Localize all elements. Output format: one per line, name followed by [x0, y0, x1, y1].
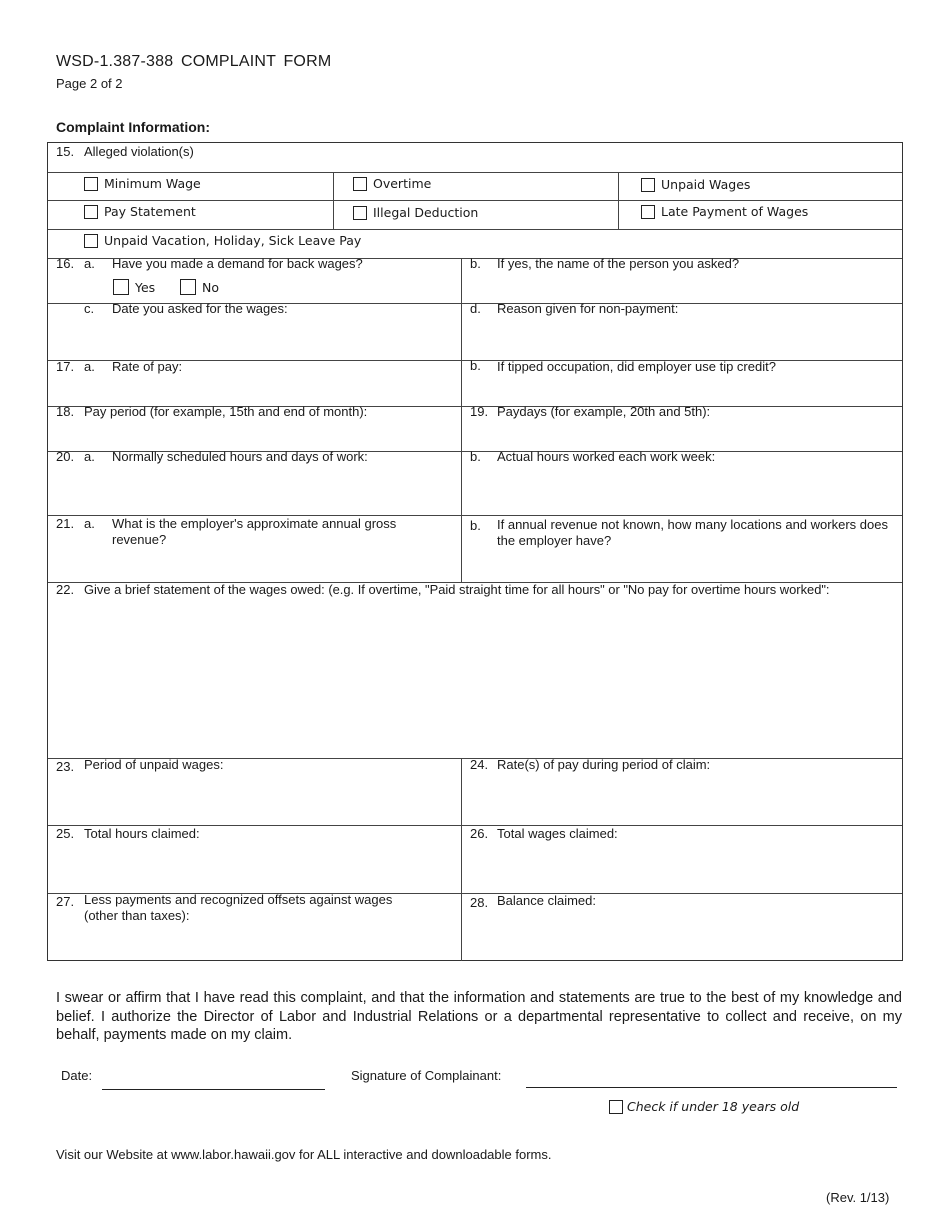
q23-label: Period of unpaid wages: [84, 757, 224, 772]
q26-number: 26. [470, 826, 489, 841]
col-divider [618, 172, 619, 229]
overtime-label: Overtime [373, 176, 432, 191]
late-payment-label: Late Payment of Wages [661, 204, 809, 219]
col-divider [461, 258, 462, 582]
q17b-letter: b. [470, 358, 481, 373]
q15-label: Alleged violation(s) [84, 144, 194, 159]
q16-no-label: No [202, 280, 219, 295]
q22-label: Give a brief statement of the wages owed: (e.g. If overtime, "Paid straight time for all hours" or "No pay for overtime hours worked": [84, 582, 830, 597]
q16-no-option[interactable] [180, 279, 219, 296]
q17b-label: If tipped occupation, did employer use tip credit? [497, 359, 776, 374]
q17-number: 17. [56, 359, 75, 374]
q16d-label: Reason given for non-payment: [497, 301, 679, 316]
q16-yes-label: Yes [135, 280, 156, 295]
q16b-label: If yes, the name of the person you asked? [497, 256, 740, 271]
q22-number: 22. [56, 582, 75, 597]
row-divider [48, 229, 902, 230]
q16-no-checkbox[interactable] [180, 279, 196, 295]
col-divider [333, 172, 334, 229]
illegal-deduction-checkbox[interactable] [353, 206, 367, 220]
under-18-label: Check if under 18 years old [627, 1099, 800, 1114]
q17a-label: Rate of pay: [112, 359, 183, 374]
website-note: Visit our Website at www.labor.hawaii.gov for ALL interactive and downloadable forms. [56, 1147, 552, 1162]
q16-yes-checkbox[interactable] [113, 279, 129, 295]
under-18-option[interactable] [609, 1099, 799, 1115]
signature-label: Signature of Complainant: [351, 1068, 502, 1083]
q16-yes-option[interactable] [113, 279, 155, 296]
signature-line[interactable] [526, 1087, 897, 1088]
q24-number: 24. [470, 757, 489, 772]
q21a-letter: a. [84, 516, 95, 531]
q27-label: Less payments and recognized offsets against wages (other than taxes): [84, 892, 393, 923]
date-label: Date: [61, 1068, 93, 1083]
affirmation-text: I swear or affirm that I have read this complaint, and that the information and statements are true to the best of my knowledge and belief. I authorize the Director of Labor and Industrial Relations or a departmental representative to collect and receive, on my behalf, payments made on my claim. [56, 990, 902, 1043]
q16b-letter: b. [470, 256, 481, 271]
q15-number: 15. [56, 144, 75, 159]
q16a-letter: a. [84, 256, 95, 271]
late-payment-checkbox[interactable] [641, 205, 655, 219]
col-divider [461, 758, 462, 961]
page-number: Page 2 of 2 [56, 76, 123, 91]
q21b-label: If annual revenue not known, how many locations and workers does the employer have? [497, 517, 888, 548]
q27-number: 27. [56, 894, 75, 909]
pay-statement-option[interactable] [84, 204, 196, 220]
q20a-label: Normally scheduled hours and days of work: [112, 449, 368, 464]
q19-label: Paydays (for example, 20th and 5th): [497, 404, 711, 419]
form-title: WSD-1.387-388 COMPLAINT FORM [56, 53, 332, 70]
q16d-letter: d. [470, 301, 481, 316]
revision-label: (Rev. 1/13) [826, 1190, 890, 1205]
q21a-label: What is the employer's approximate annual gross revenue? [112, 516, 397, 547]
q25-number: 25. [56, 826, 75, 841]
unpaid-vacation-option[interactable] [84, 233, 361, 249]
q18-label: Pay period (for example, 15th and end of month): [84, 404, 368, 419]
illegal-deduction-option[interactable] [353, 205, 478, 221]
late-payment-option[interactable] [641, 204, 808, 220]
q28-number: 28. [470, 895, 489, 910]
q16a-label: Have you made a demand for back wages? [112, 256, 363, 271]
q20b-label: Actual hours worked each work week: [497, 449, 716, 464]
row-divider [48, 172, 902, 173]
unpaid-vacation-label: Unpaid Vacation, Holiday, Sick Leave Pay [104, 233, 362, 248]
q16-number: 16. [56, 256, 75, 271]
q21b-letter: b. [470, 518, 481, 533]
minimum-wage-label: Minimum Wage [104, 176, 201, 191]
unpaid-vacation-checkbox[interactable] [84, 234, 98, 248]
q16c-letter: c. [84, 301, 95, 316]
minimum-wage-option[interactable] [84, 176, 201, 192]
q19-number: 19. [470, 404, 489, 419]
q28-label: Balance claimed: [497, 893, 596, 908]
unpaid-wages-option[interactable] [641, 177, 750, 193]
q20b-letter: b. [470, 449, 481, 464]
unpaid-wages-checkbox[interactable] [641, 178, 655, 192]
overtime-checkbox[interactable] [353, 177, 367, 191]
minimum-wage-checkbox[interactable] [84, 177, 98, 191]
under-18-checkbox[interactable] [609, 1100, 623, 1114]
q23-number: 23. [56, 759, 75, 774]
pay-statement-checkbox[interactable] [84, 205, 98, 219]
q18-number: 18. [56, 404, 75, 419]
q21-number: 21. [56, 516, 75, 531]
illegal-deduction-label: Illegal Deduction [373, 205, 479, 220]
section-title: Complaint Information: [56, 119, 210, 135]
q25-label: Total hours claimed: [84, 826, 200, 841]
q24-label: Rate(s) of pay during period of claim: [497, 757, 711, 772]
date-line[interactable] [102, 1089, 325, 1090]
row-divider [48, 200, 902, 201]
pay-statement-label: Pay Statement [104, 204, 196, 219]
q20-number: 20. [56, 449, 75, 464]
unpaid-wages-label: Unpaid Wages [661, 177, 751, 192]
q17a-letter: a. [84, 359, 95, 374]
q16c-label: Date you asked for the wages: [112, 301, 288, 316]
overtime-option[interactable] [353, 176, 431, 192]
q20a-letter: a. [84, 449, 95, 464]
q26-label: Total wages claimed: [497, 826, 618, 841]
